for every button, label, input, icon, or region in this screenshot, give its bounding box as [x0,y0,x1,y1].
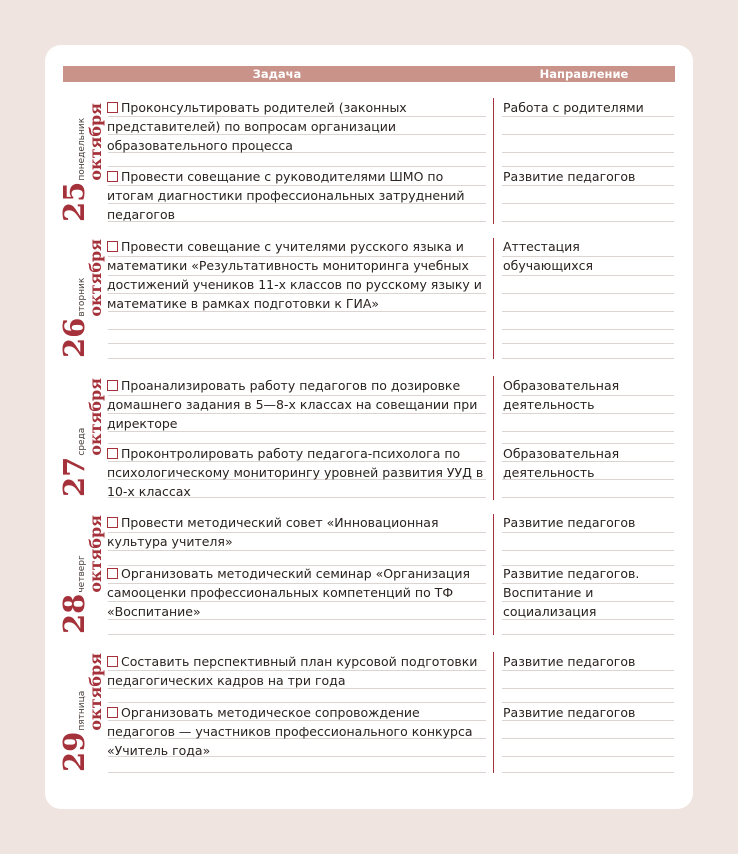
month: октября [86,239,105,317]
day-separator [493,238,494,359]
task-item [107,703,489,760]
task-item [107,564,489,621]
task-text: Провести совещание с учителями русского языка и математики «Результативность мониторинга учебных достижений учеников 11-х классов по русскому языку и математике в рамках подготовки к ГИА» [107,239,482,311]
month: октября [86,378,105,456]
weekday: среда [77,427,87,456]
task-item [107,98,489,155]
day-number: 26 [57,317,91,358]
checkbox-icon[interactable] [107,241,118,252]
task-item [107,513,489,551]
task-text: Организовать методическое сопровождение педагогов — участников профессионального конкурса «Учитель года» [107,705,473,758]
task-text: Провести совещание с руководителями ШМО по итогам диагностики профессиональных затруднений педагогов [107,169,465,222]
day-number: 27 [57,456,91,497]
day-separator [493,652,494,773]
task-direction: Развитие педагогов [503,169,636,184]
checkbox-icon[interactable] [107,448,118,459]
task-item [107,376,489,433]
checkbox-icon[interactable] [107,102,118,113]
task-direction: Развитие педагогов. Воспитание и социализация [503,566,640,619]
checkbox-icon[interactable] [107,517,118,528]
task-item [107,167,489,224]
month: октября [86,103,105,181]
task-text: Проконсультировать родителей (законных представителей) по вопросам организации образовательного процесса [107,100,407,153]
task-direction: Развитие педагогов [503,705,636,720]
task-direction: Развитие педагогов [503,654,636,669]
weekday: пятница [77,690,87,731]
checkbox-icon[interactable] [107,707,118,718]
task-item [107,444,489,501]
task-text: Проанализировать работу педагогов по дозировке домашнего задания в 5—8-х классах на совещании при директоре [107,378,478,431]
task-direction: Аттестация обучающихся [503,239,594,273]
table-header [63,66,675,82]
task-item [107,237,489,313]
checkbox-icon[interactable] [107,380,118,391]
task-direction: Развитие педагогов [503,515,636,530]
checkbox-icon[interactable] [107,171,118,182]
task-direction: Образовательная деятельность [503,446,620,480]
task-text: Организовать методический семинар «Организация самооценки профессиональных компетенций по ТФ «Воспитание» [107,566,471,619]
task-text: Составить перспективный план курсовой подготовки педагогических кадров на три года [107,654,478,688]
weekday: четверг [77,555,87,593]
header-direction: Направление [539,67,629,81]
task-direction: Образовательная деятельность [503,378,620,412]
task-text: Проконтролировать работу педагога-психолога по психологическому мониторингу уровней развития УУД в 10-х классах [107,446,484,499]
task-direction: Работа с родителями [503,100,644,115]
day-number: 25 [57,181,91,222]
day-number: 29 [57,731,91,772]
task-text: Провести методический совет «Инновационная культура учителя» [107,515,439,549]
day-separator [493,376,494,500]
day-number: 28 [57,593,91,634]
month: октября [86,653,105,731]
day-separator [493,514,494,635]
weekday: вторник [77,277,87,317]
checkbox-icon[interactable] [107,568,118,579]
weekday: понедельник [77,117,87,181]
day-separator [493,98,494,224]
checkbox-icon[interactable] [107,656,118,667]
month: октября [86,515,105,593]
task-item [107,652,489,690]
header-task: Задача [252,67,302,81]
